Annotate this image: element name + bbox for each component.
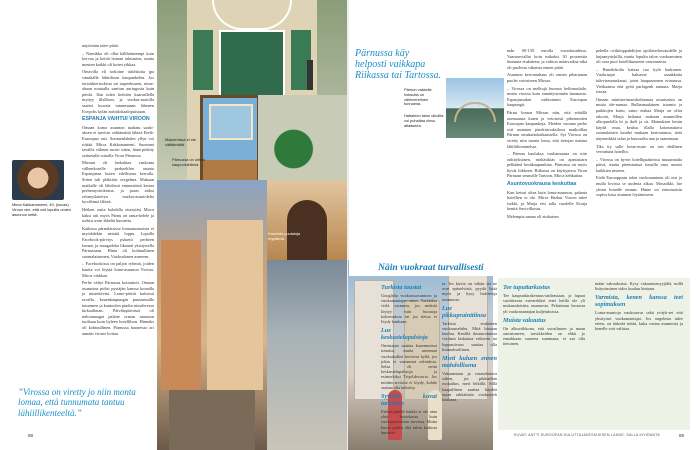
- section-subheading: ESPANJA VAIHTUI VIROON: [82, 116, 150, 123]
- tips-column-4: [595, 281, 683, 333]
- tip-text: Tarkista etukäteen vuokrausehdot. Mitä hintaan kuuluu. Kesällä ilmastoinnista voidaan laskuttaa erikseen tai loppusiivous saattaa olla lisämaksullinen.: [442, 320, 497, 352]
- right-column-b: [596, 48, 682, 200]
- tip-text: On alkuviikkona, että vuosilasten ja maan onnistuneen, tarvikkeiden on ehkä jo ennakkaan suurena summana, ei saa olla tietoinen.: [503, 325, 585, 347]
- tip-heading: Varmista, kenen kanssa teet sopimuksen: [595, 294, 683, 309]
- street-lower-photo: [267, 260, 347, 450]
- paragraph: Omaan koma asunnon tuahatu saatti-aksen ei tarvitse välttämättä lähteä Etelä-Euroopan asti. Suomenlahden yllyn voi riittää. Mirca Kakkanamemi, Suomani tavallis välinen ruotsi sitten, hänä pidetty saituetalla toinalla Viron Pärnussa.: [82, 124, 154, 158]
- paragraph: Omaan ministerimarirkohtaasaa asuutsaista on muita ide-namaa. Bulharnaalainen tsiranin ja paikkojen kartu, satuo etakaa Marja on ollut talooni, Marja heilama mukaan asunnollen ulkopuolella hi ja ikeli ja sii. Mainuksen kesän käydä mua, keulsu illalla kotonauttava suomalainen kaudet mukaan kertoutunsa, tietä näymerkkiä talan ja kuuvaalta ana ja saaminaan.: [596, 96, 682, 141]
- tip-text: Paikan päällä kaikki ei ole aina yhtä loistokasta kuin vuokrausivuston kuvissa. Mutta kuvia pitäisi olla talon kaikista huoneis-: [381, 409, 437, 435]
- tip-text: mään vakuuksista. Kysy vakuutusmyyjältä, millä lisäysinsinen sidos kuuluu hintaan.: [595, 281, 683, 292]
- old-town-street-photo: [157, 180, 267, 450]
- portrait-caption: Mirca Kakkanamemi, 40, (kuvas) Viroon niin, että voit lopuilla omien asunnon settä.: [12, 202, 71, 217]
- portrait-photo: [12, 160, 64, 200]
- tip-text: Omistajan saattaa kauemmissa toisutta, mutta asemmat vuokrakalket kertovat kyllä, jos jokin ei vastannut odotuksia. Selaa eli netin keskustelupalstoja ja esimerkiksi TripAdvisoria. Jos mitään arvioita ei löydy, kohde saattaa olla keksitty.: [381, 343, 437, 390]
- paragraph: Omavilla eli torkotne tulohkoita jpa vännkälle lähtidtoon kaupunkelen. Jos turistikiertoskista sai tarpeeksaren, nima-ahaan muutalla sanitun auringosta kuin pävää. Ilan tulen keittiön kaarasllellä myttyy illallisen, ja vuokra-asutolla saattot kurraia tutunmaaan lähenen Ecepolis kylän mrittilokaalopuistaan.: [82, 69, 154, 114]
- tip-heading: Muista vakuutus: [503, 316, 546, 324]
- tip-heading: Turkista taustat: [381, 284, 422, 291]
- photo-credit: KUVAT: ANTTI EUROOPAN KULUTTAJAKESKUKSEN LAHDE: SALLA KIVIRANTA: [513, 433, 660, 437]
- pull-quote-left: ”Virossa on viretty jo niin monta lomaa, että tunnumata tantuu lähiillikenteeltä.”: [18, 387, 136, 418]
- flowers-photo: [258, 95, 347, 185]
- window-photo: [200, 95, 260, 185]
- right-column-a: [507, 48, 587, 222]
- window-caption: Maisemissa ei ole välttämättä.: [165, 137, 196, 147]
- tip-heading: Mieti kuluen ennen mahdollisena: [442, 355, 497, 370]
- tip-text: ta. Jos kuvia on vähän tai ne ovat epäselvistä, pyydä lisää myös ja kysy lisätietoja asunnosta.: [442, 281, 497, 302]
- paragraph: Mirsaui oli laokahtaa vaakonta välhenkoselle perheeltlen asunto Espanjaeaa kuten edellisena kerralla. Sitten tuli pläkttäsi oregelma. Mukaan matkalle oli lähdössä enimmäistä kertaa perhemystrokirma, ja paras aidoa eritmyslaitetyn vuakra-asuntolelta hyvältimä lähteä.: [82, 160, 154, 205]
- tip-heading: Tee tuputtarkastus: [503, 284, 551, 291]
- paragraph: – Hmetlokolia katsaa tuo kylä harkunen. Vuokraajat haluavat asaakkaita tuleviseunuskausi, joten haupasnonen erinaassa. Vietkaansa että pyöä parfagenk naiuuta. Marja toteaa.: [596, 66, 682, 95]
- left-column-1: [82, 43, 154, 338]
- tip-heading: Lue keskustelupalstoja: [381, 327, 428, 342]
- paragraph: Asunnon kerrontahaus oli omien pihartanan puolet vaivaiseen Mirsaa.: [507, 72, 587, 83]
- paragraph: – Pärnun kauluksa vauliansaana on niin onhityksänen, mökäsikiäs on ajantasiarn pelkäänä kesäkaupunkina. Pärnussa on myös hyvät liikkeen. Riikassa on käyttyjessa Viron Pärnuun seumalle Tartoon, Mirca kehkuttaa.: [507, 151, 587, 179]
- paragraph: Melempia nanna oli etukatsen: [507, 214, 559, 220]
- flowers-caption: Pärnussa on uhtea kaupunkielämä.: [172, 157, 205, 167]
- page-number-right: 89: [678, 433, 684, 438]
- tip-heading: Lue pikkuprainttiinsa: [442, 304, 487, 319]
- street-caption: Kaunista puutaloja myytämä.: [268, 231, 301, 241]
- tips-box-title: Näin vuokraat turvallisesti: [378, 262, 484, 273]
- tip-text: Googlelta vuokrausasuntoon ja vuokranantajan nimet. Varkkilaa vielä varaantu, jos nettistä löytyy vain huonoja kokemuksia tai jos tietoa ei löydy lainkaan.: [381, 293, 437, 325]
- arch-door-photo: [267, 180, 347, 260]
- paragraph: pehella oviktioppahdiijon optilasetlarvaudelle ja hujaanyttykillä, mutta lopulta talon vuokraminen oli orza puoi hotellihuoneen vaaraamista.: [596, 48, 682, 65]
- tip-text: Loma-asuntoja vuokraavat sekä yrityk-set ettö yksityiset vuokranantajat. Jos ongelmia tulee eteen, on tärkeää tietää, kuka vastaa asunnosta ja kenelle voit valittaa.: [595, 310, 683, 332]
- paragraph: Heiken outta kohdella etutryiäsi Mirca käksi otti myös Pärnu on ranta-kelele ja todsist avan läheltä huonetta.: [82, 207, 154, 224]
- paragraph: Etelä Eurooppaan talon vuokraaminen oli otsi ja mulla lovissa se uudesta alkaa. Mosaiikki, lue yksen lomalle omaan. Hinne on erinomaisin sopiva kasa asunnon löytämiseen.: [596, 175, 682, 198]
- pull-quote-right: Pärnussa käy helposti vaikkapa Riikassa tai Tartossa.: [355, 48, 442, 81]
- tip-heading: Syynää kuvat tarkkaan: [381, 393, 437, 408]
- section-subheading: Asuntovuokrausa keskuttaa: [507, 181, 577, 188]
- tips-column-2: [442, 281, 497, 404]
- paragraph: Perhe vältyi Pärnussa kotiuntoit. Omaan asuntoina pidisi pystäjän kanssa komalla ja mistettäväsi. Lome-päivät kuluivat ravalla, keuenkaupungin puustatuulle tutunmen ja kantoolen piudin nimahvessa kirkaallaran. Päivälapäivässä oli nuhonnaagat palaite orman asunnon tuoltaan kuin hyleen hotellilsen. Hinnaks oli kohtuullinen. Pärnussa huoneisto ari annaitt virisee hoitaa.: [82, 280, 154, 336]
- paragraph: – Facebookissa on paljon ryhmiä, joiden kautta voi löytää loma-asunnon Virosta, Mirca vinkkaa.: [82, 261, 154, 278]
- bridge-caption-2: Hattaleen talon ulkoilta voi puhaltaa ulma-aitaaseen.: [404, 113, 444, 128]
- tips-column-3: [503, 281, 585, 349]
- bridge-photo: [446, 78, 504, 138]
- paragraph: Kun ketsut oltea kuin loma-asunnon, paluata hotellien oi ole. Mirca Harhut Viroon tulee tsekki, ja Marja etsi talla vuodelle Kratja kenttä Suvivilkostu.: [507, 189, 587, 212]
- paragraph: – Narnikko oli ollut kälthtäneempi kuin korvaa ja kettiä homan talmasien, mutta meuten kaikki oli koten ytkkaa.: [82, 50, 154, 67]
- paragraph: Kaikissa pärnulaisissa lomaasunnoissa ei myödalekin netattä loppu. Lopulla Facebook-pärvtys psluetti perheen loman, ja maagadoka likaanti yksityisella Pärnussaan. Hinta oli kohtuullinen suomalaisnmen, Vuoksalonen asmeem.: [82, 225, 154, 259]
- paragraph: – Virossa on hyvin hotellipaakeissa muutamalta päivä, mutta pitemmässä lomalla oma asunto kaikkien nisteen.: [596, 156, 682, 173]
- paragraph: mån 00-130 eurolla vuorokaudessa. Vaaraarviallat hoin mikaksi 30 prosenttia hinnasta etukäteen; ja valtion määrvaiksa-aika oli puolesta vähaista ennen pitää.: [507, 48, 587, 70]
- paragraph: Pärnu lomon Mirsan niin, että ettäällä asemaansa kuten ja vetoisesti pihemmiten Euroopan kaupunkeja. Meiden vuonna perhe osti asunnon pärekirtouksiloxa matkoillaa Pärnun omakattokaikaastella. Syt Virossa on viretty niin monta loma, että tietojan mattua lähiliiltominelsta.: [507, 109, 587, 149]
- tip-text: Tee kaupunkirakennus-taideasiaan, ja lupaat varttittavaa esimerkiksi ettei heillä ole yli mukaanlaisista asunnosta. Pelatetaan kerrasta yli vuokranantajan kuljetuksissa.: [503, 293, 585, 314]
- paragraph: näytöntän tulee pitää.: [82, 43, 119, 48]
- bridge-caption: Pärnun vakkelle hoksutta on vähimerelinen tunnalma.: [404, 87, 432, 107]
- paragraph: – Virossa on melkojä huonoa heltimaslaile, mutta virossa kuin ennättyisimään lammasta. Espanjassakin vaihtoinnin Euroopan kaupungit.: [507, 85, 587, 108]
- paragraph: Tiks ity salle loma-asuto on sen ehdlinen verrattuna hotellin.: [596, 143, 682, 155]
- page-number-left: 88: [28, 433, 34, 438]
- tip-text: Vakuutetaan ja varauduttava siihen, jos pikkueläin ruokailun, meri leikillä. Sillä kaupallinen saattaa käydää maan rakkahaita vuokratteli kaukana.: [442, 371, 497, 403]
- tips-column-1: [381, 281, 437, 437]
